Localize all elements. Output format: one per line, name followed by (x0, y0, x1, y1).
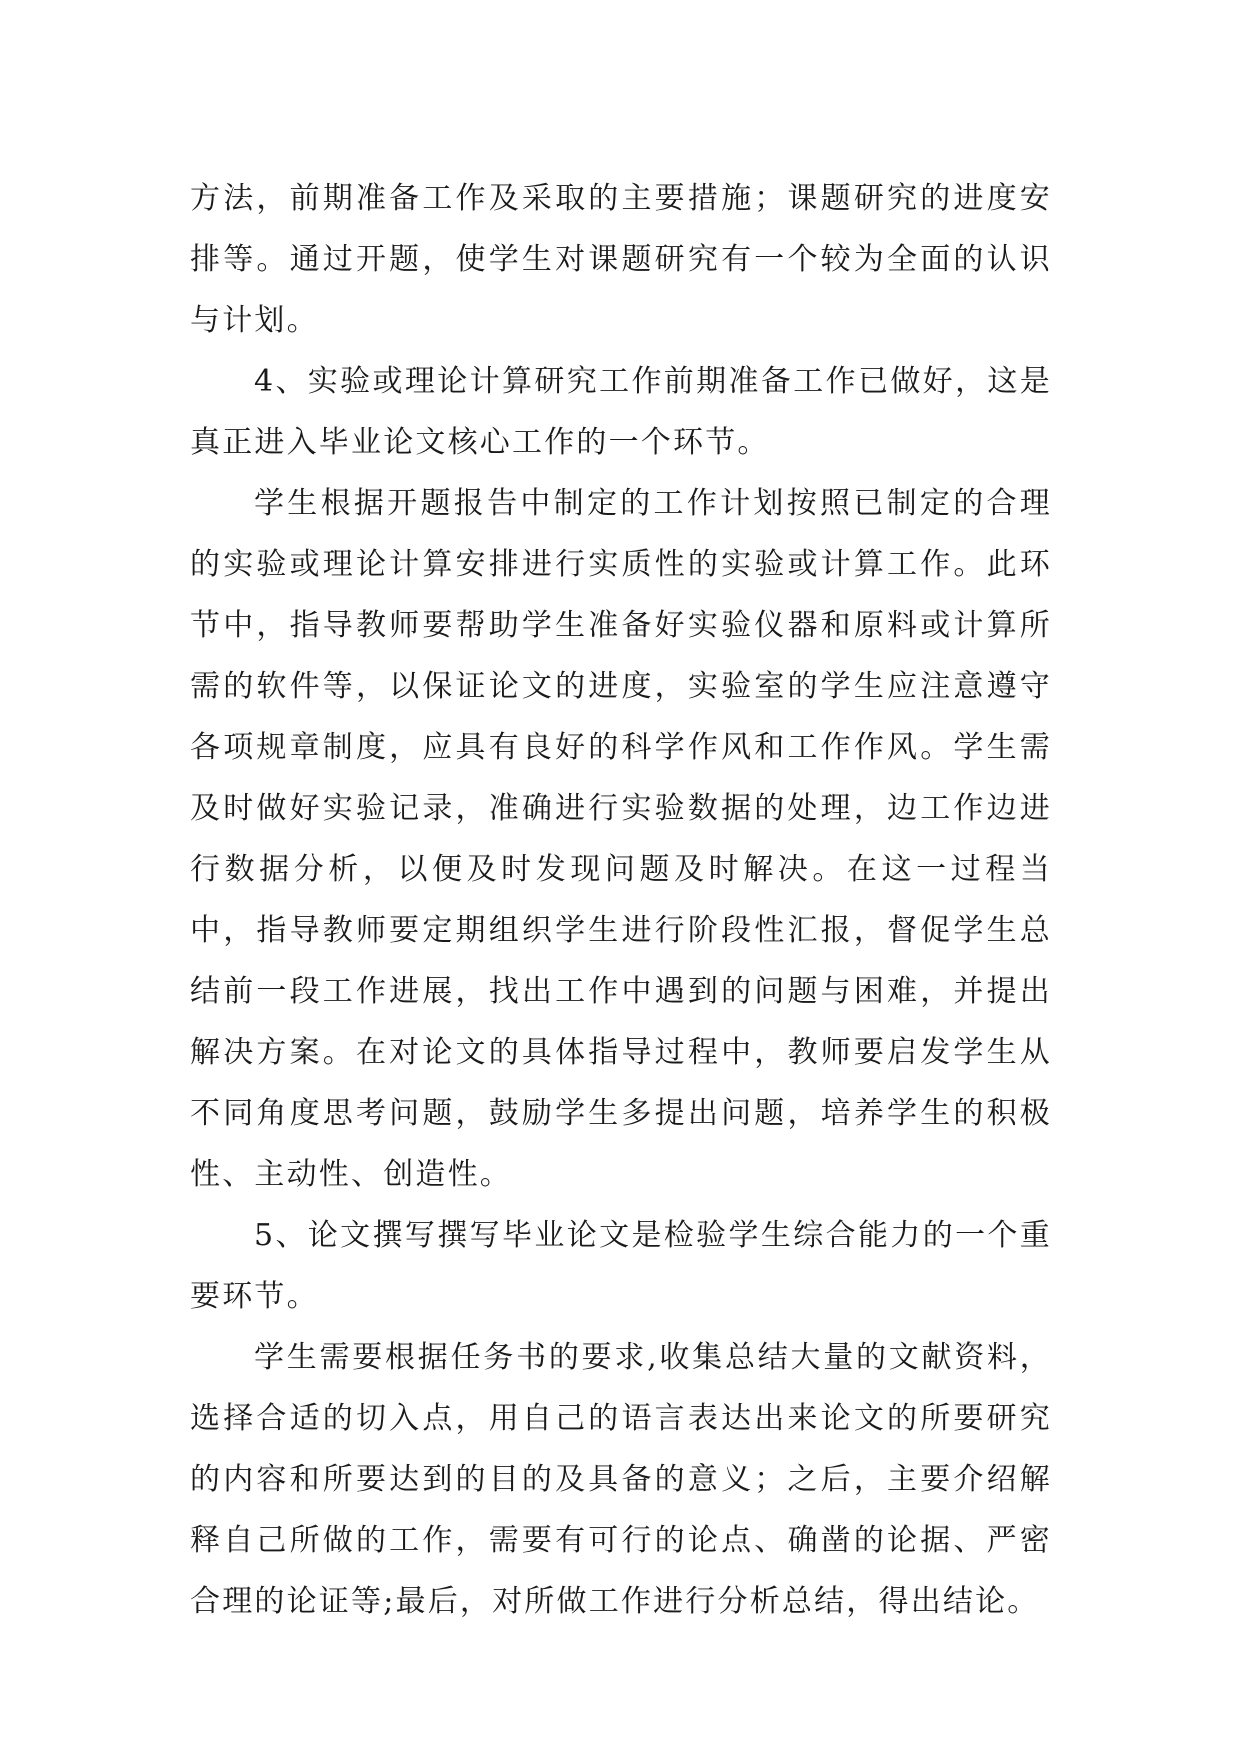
paragraph-step-4-body: 学生根据开题报告中制定的工作计划按照已制定的合理的实验或理论计算安排进行实质性的实验或计算工作。此环节中，指导教师要帮助学生准备好实验仪器和原料或计算所需的软件等，以保证论文的进度，实验室的学生应注意遵守各项规章制度，应具有良好的科学作风和工作作风。学生需及时做好实验记录，准确进行实验数据的处理，边工作边进行数据分析，以便及时发现问题及时解决。在这一过程当中，指导教师要定期组织学生进行阶段性汇报，督促学生总结前一段工作进展，找出工作中遇到的问题与困难，并提出解决方案。在对论文的具体指导过程中，教师要启发学生从不同角度思考问题，鼓励学生多提出问题，培养学生的积极性、主动性、创造性。 (190, 486, 1052, 1192)
paragraph-step-4-title: 4、实验或理论计算研究工作前期准备工作已做好，这是真正进入毕业论文核心工作的一个环节。 (190, 364, 1052, 460)
paragraph-step-5-title: 5、论文撰写撰写毕业论文是检验学生综合能力的一个重要环节。 (190, 1218, 1052, 1314)
paragraph-continued-methods: 方法，前期准备工作及采取的主要措施；课题研究的进度安排等。通过开题，使学生对课题研究有一个较为全面的认识与计划。 (190, 181, 1052, 338)
document-body (190, 168, 1052, 1632)
paragraph-step-5-body: 学生需要根据任务书的要求,收集总结大量的文献资料，选择合适的切入点，用自己的语言表达出来论文的所要研究的内容和所要达到的目的及具备的意义；之后，主要介绍解释自己所做的工作，需要有可行的论点、确凿的论据、严密合理的论证等;最后，对所做工作进行分析总结，得出结论。 (190, 1340, 1052, 1619)
